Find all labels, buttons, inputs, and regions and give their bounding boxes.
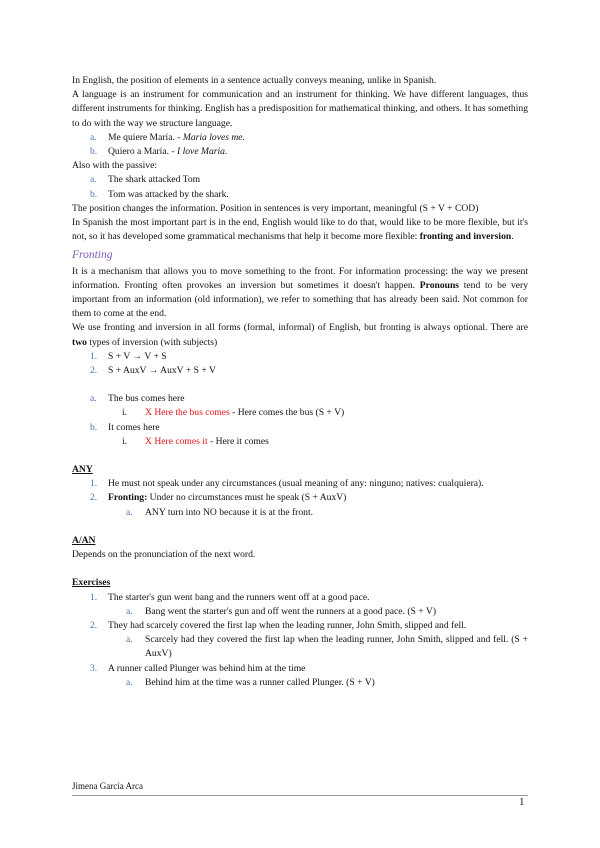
list-item-text: The bus comes here	[108, 393, 185, 405]
section-heading-exercises: Exercises	[72, 577, 111, 589]
bold-term: fronting and inversion	[419, 231, 512, 243]
list-subitem	[72, 676, 528, 690]
list-marker: b.	[90, 421, 98, 433]
fronting-paragraph-2	[72, 321, 528, 349]
list-subitem	[72, 406, 528, 420]
paragraph-text: We use fronting and inversion in all forms (formal, informal) of English, but fronting is always optional. There are	[72, 322, 528, 334]
list-item	[72, 188, 528, 202]
passive-label: Also with the passive:	[72, 160, 158, 172]
list-marker: 1.	[90, 478, 98, 490]
list-marker: 2.	[90, 365, 98, 377]
list-item-translation: Maria loves me.	[182, 131, 245, 143]
footer-author: Jimena García Arca	[72, 781, 143, 791]
fronting-paragraph-1	[72, 265, 528, 322]
list-marker: a.	[126, 605, 133, 617]
document-body	[72, 74, 528, 690]
list-marker: a.	[90, 393, 97, 405]
bold-term: two	[72, 336, 87, 348]
list-item	[72, 145, 528, 159]
list-item	[72, 491, 528, 505]
list-item	[72, 477, 528, 491]
list-item	[72, 364, 528, 378]
list-item-text: S + AuxV → AuxV + S + V	[108, 365, 216, 377]
list-marker: 1.	[90, 591, 98, 603]
list-item-text: They had scarcely covered the first lap when the leading runner, John Smith, slipped and fell.	[108, 619, 467, 631]
list-item-text: Me quiere María. -	[108, 131, 183, 143]
list-item-text: A runner called Plunger was behind him at the time	[108, 662, 306, 674]
list-item-translation: I love Maria.	[177, 146, 228, 158]
list-marker: a.	[126, 676, 133, 688]
paragraph-text: In Spanish the most important part is in the end, English would like to do that, would like to be more flexible, but it's not, so it has developed some grammatical mechanisms that help it become more flexible:	[72, 217, 528, 243]
list-item	[72, 173, 528, 187]
exercises-list	[72, 591, 528, 690]
list-marker: i.	[122, 435, 128, 447]
list-item-text: It comes here	[108, 421, 160, 433]
list-item-text: Behind him at the time was a runner called Plunger. (S + V)	[145, 676, 375, 688]
list-subitem	[72, 605, 528, 619]
list-marker: b.	[90, 146, 98, 158]
list-item-text: Bang went the starter's gun and off went the runners at a good pace. (S + V)	[145, 605, 437, 617]
intro-paragraph-4: In Spanish the most important part is in the end, English would like to do that, would like to be more flexible, but it's not, so it has developed some grammatical mechanisms that help it become more flexible: fronting and inversion.	[72, 217, 528, 243]
spacer	[72, 449, 528, 463]
inversion-examples-list	[72, 392, 528, 449]
list-item	[72, 591, 528, 605]
list-item-text: S + V → V + S	[108, 350, 167, 362]
spanish-examples-list	[72, 131, 528, 159]
list-item	[72, 619, 528, 633]
list-marker: 1.	[90, 350, 98, 362]
list-item-text: Quiero a María. -	[108, 146, 177, 158]
incorrect-example: X Here the bus comes	[145, 407, 230, 419]
list-item-text: The starter's gun went bang and the runners went off at a good pace.	[108, 591, 370, 603]
section-heading-any: ANY	[72, 464, 93, 476]
list-marker: a.	[126, 506, 133, 518]
spacer	[72, 562, 528, 576]
list-item-text: Scarcely had they covered the first lap when the leading runner, John Smith, slipped and fell. (S + AuxV)	[145, 634, 528, 660]
list-marker: 2.	[90, 492, 98, 504]
list-item	[72, 350, 528, 364]
paragraph-text: It is a mechanism that allows you to move something to the front. For information processing: the way we present information. Fronting often provokes an inversion but sometimes it doesn't happen.	[72, 265, 528, 291]
list-item	[72, 421, 528, 435]
list-item-text: ANY turn into NO because it is at the front.	[145, 506, 314, 518]
intro-paragraph-3: The position changes the information. Position in sentences is very important, meaningful (S + V + COD)	[72, 202, 479, 214]
inversion-types-list	[72, 350, 528, 378]
page-number: 1	[519, 796, 525, 808]
paragraph-text: tend to be very important from an information (old information), we refer to something that has already been said. Not common for them to come at the end.	[72, 279, 528, 320]
list-subitem	[72, 435, 528, 449]
footer-divider	[72, 795, 528, 796]
list-item-text: He must not speak under any circumstances (usual meaning of any: ninguno; natives: cualquiera).	[108, 478, 484, 490]
intro-paragraph-2: A language is an instrument for communication and an instrument for thinking. We have different languages, thus different instruments for thinking. English has a predisposition for mathematical thinking, and others. It has something to do with the way we structure language.	[72, 89, 528, 129]
list-marker: a.	[126, 634, 133, 646]
spacer	[72, 378, 528, 392]
bold-term: Pronouns	[419, 279, 460, 291]
passive-examples-list	[72, 173, 528, 201]
list-marker: a.	[90, 174, 97, 186]
list-item	[72, 131, 528, 145]
list-marker: b.	[90, 188, 98, 200]
list-item-text: - Here it comes	[207, 435, 269, 447]
list-subitem	[72, 633, 528, 661]
list-item-text: The shark attacked Tom	[108, 174, 201, 186]
any-list	[72, 477, 528, 520]
list-item-text: - Here comes the bus (S + V)	[229, 407, 345, 419]
section-heading-a-an: A/AN	[72, 534, 96, 546]
list-item	[72, 392, 528, 406]
list-subitem	[72, 506, 528, 520]
list-marker: i.	[122, 407, 128, 419]
list-item-text: Under no circumstances must he speak (S + AuxV)	[147, 492, 347, 504]
bold-term: Fronting:	[108, 492, 148, 504]
list-marker: 2.	[90, 619, 98, 631]
list-marker: a.	[90, 131, 97, 143]
list-marker: 3.	[90, 662, 98, 674]
list-item-text: Tom was attacked by the shark.	[108, 188, 229, 200]
intro-paragraph-1: In English, the position of elements in a sentence actually conveys meaning, unlike in Spanish.	[72, 75, 437, 86]
paragraph-text: types of inversion (with subjects)	[86, 336, 218, 348]
list-item	[72, 662, 528, 676]
spacer	[72, 520, 528, 534]
incorrect-example: X Here comes it	[145, 435, 208, 447]
section-heading-fronting: Fronting	[72, 249, 113, 262]
a-an-text: Depends on the pronunciation of the next word.	[72, 549, 256, 561]
